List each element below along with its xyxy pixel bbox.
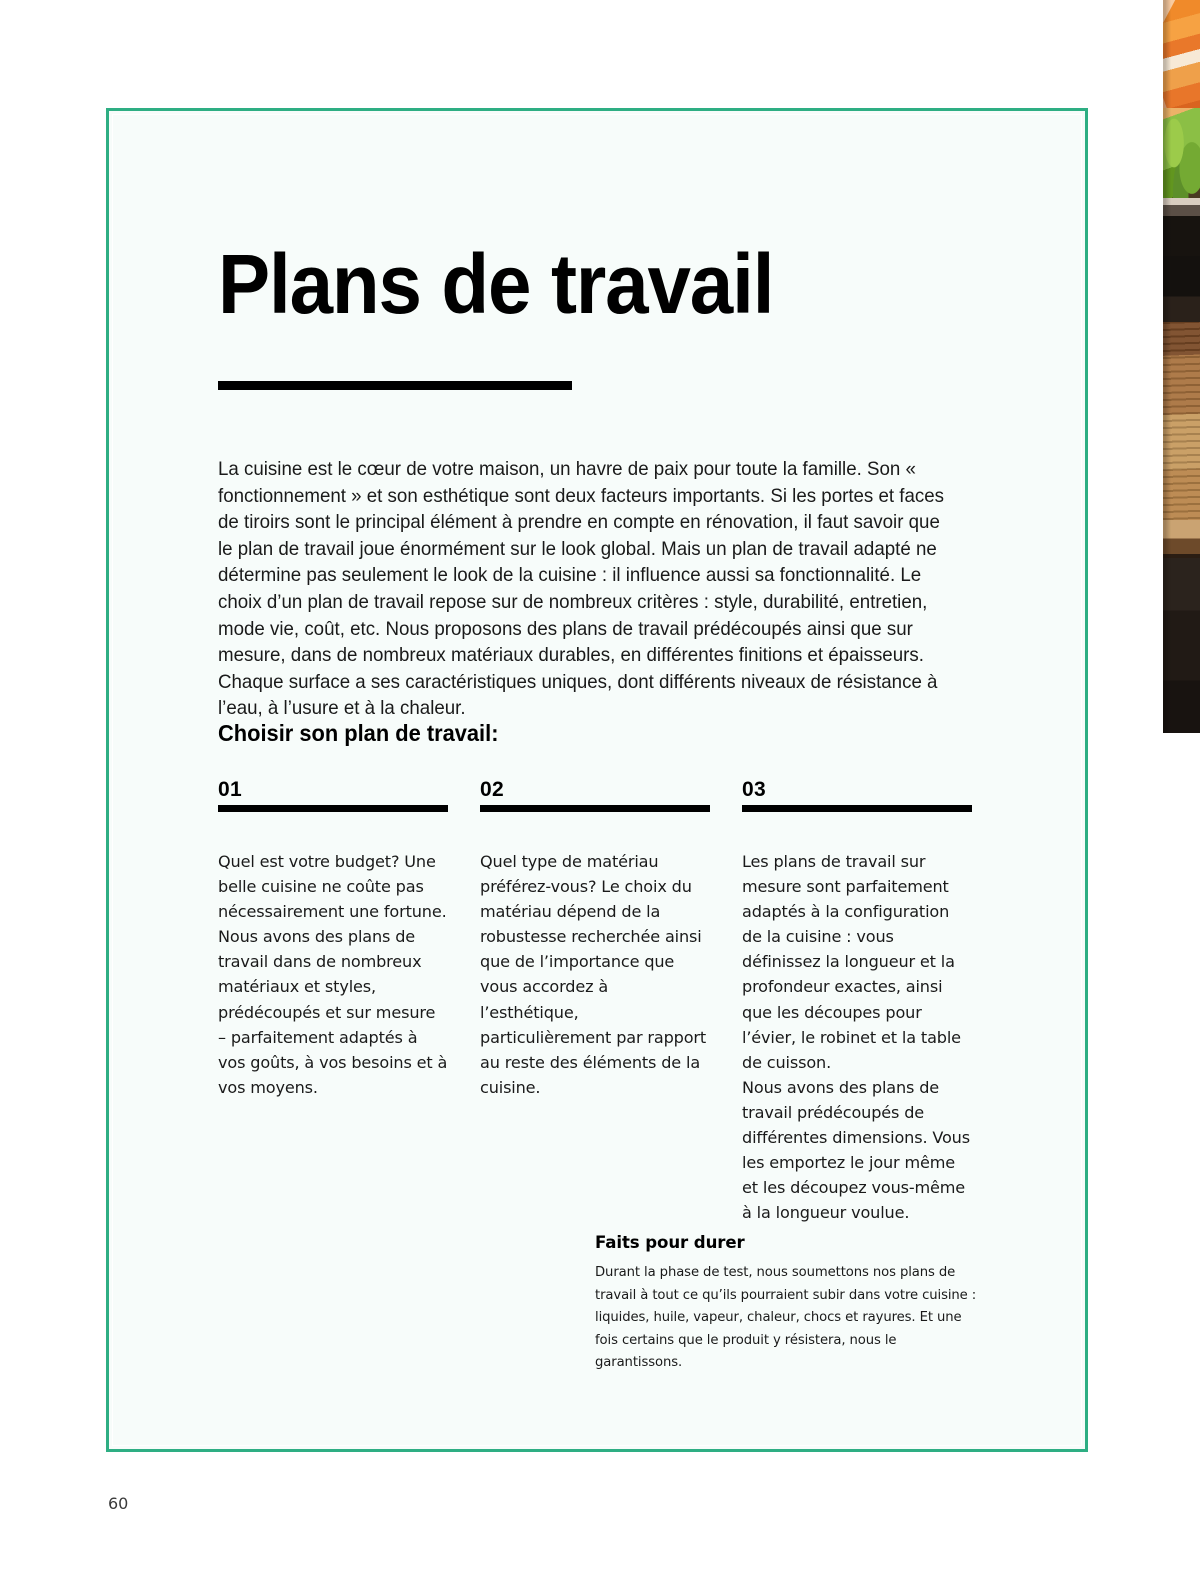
page-title: Plans de travail	[218, 237, 774, 331]
column-body	[480, 812, 710, 1100]
callout-body: Durant la phase de test, nous soumettons nos plans de travail à tout ce qu’ils pourraient subir dans votre cuisine : liquides, huile, vapeur, chaleur, chocs et rayures. Et une fois certains que le produit y résistera, nous le garantissons.	[595, 1265, 977, 1371]
column-paragraph: Les plans de travail sur mesure sont parfaitement adaptés à la configuration de la cuisine : vous définissez la longueur et la profondeur exactes, ainsi que les découpes pour l’évier, le robinet et la table de cuisson.	[742, 852, 961, 1072]
column-body	[218, 812, 448, 1100]
column-paragraph: Nous avons des plans de travail prédécoupés de différentes dimensions. Vous les emportez le jour même et les découpez vous-même à la longueur voulue.	[742, 1077, 970, 1223]
column-number: 02	[480, 778, 504, 801]
durability-callout	[595, 1233, 987, 1375]
section-heading: Choisir son plan de travail:	[218, 720, 499, 746]
criteria-columns	[218, 778, 974, 1225]
column-number: 01	[218, 778, 242, 801]
column-rule	[218, 805, 448, 812]
criteria-column-02	[480, 778, 710, 1225]
column-rule	[480, 805, 710, 812]
column-rule	[742, 805, 972, 812]
criteria-column-01	[218, 778, 448, 1225]
criteria-column-03	[742, 778, 972, 1225]
callout-title: Faits pour durer	[595, 1233, 745, 1252]
title-underline-rule	[218, 381, 572, 390]
edge-photo-strip	[1163, 0, 1200, 733]
intro-paragraph: La cuisine est le cœur de votre maison, un havre de paix pour toute la famille. Son « fonctionnement » et son esthétique sont deux facteurs importants. Si les portes et faces de tiroirs sont le principal élément à prendre en compte en rénovation, il faut savoir que le plan de travail joue énormément sur le look global. Mais un plan de travail adapté ne détermine pas seulement le look de la cuisine : il influence aussi sa fonctionnalité. Le choix d’un plan de travail repose sur de nombreux critères : style, durabilité, entretien, mode vie, coût, etc. Nous proposons des plans de travail prédécoupés ainsi que sur mesure, dans de nombreux matériaux durables, en différentes finitions et épaisseurs. Chaque surface a ses caractéristiques uniques, dont différents niveaux de résistance à l’eau, à l’usure et à la chaleur.	[218, 458, 945, 720]
photo-vignette	[1163, 0, 1200, 733]
column-paragraph: Quel type de matériau préférez-vous? Le choix du matériau dépend de la robustesse recherchée ainsi que de l’importance que vous accordez à l’esthétique, particulièrement par rapport au reste des éléments de la cuisine.	[480, 852, 707, 1097]
column-paragraph: Quel est votre budget? Une belle cuisine ne coûte pas nécessairement une fortune. Nous avons des plans de travail dans de nombreux matériaux et styles, prédécoupés et sur mesure – parfaitement adaptés à vos goûts, à vos besoins et à vos moyens.	[218, 852, 448, 1097]
column-number: 03	[742, 778, 766, 801]
page-number: 60	[108, 1494, 129, 1513]
column-body	[742, 812, 972, 1225]
